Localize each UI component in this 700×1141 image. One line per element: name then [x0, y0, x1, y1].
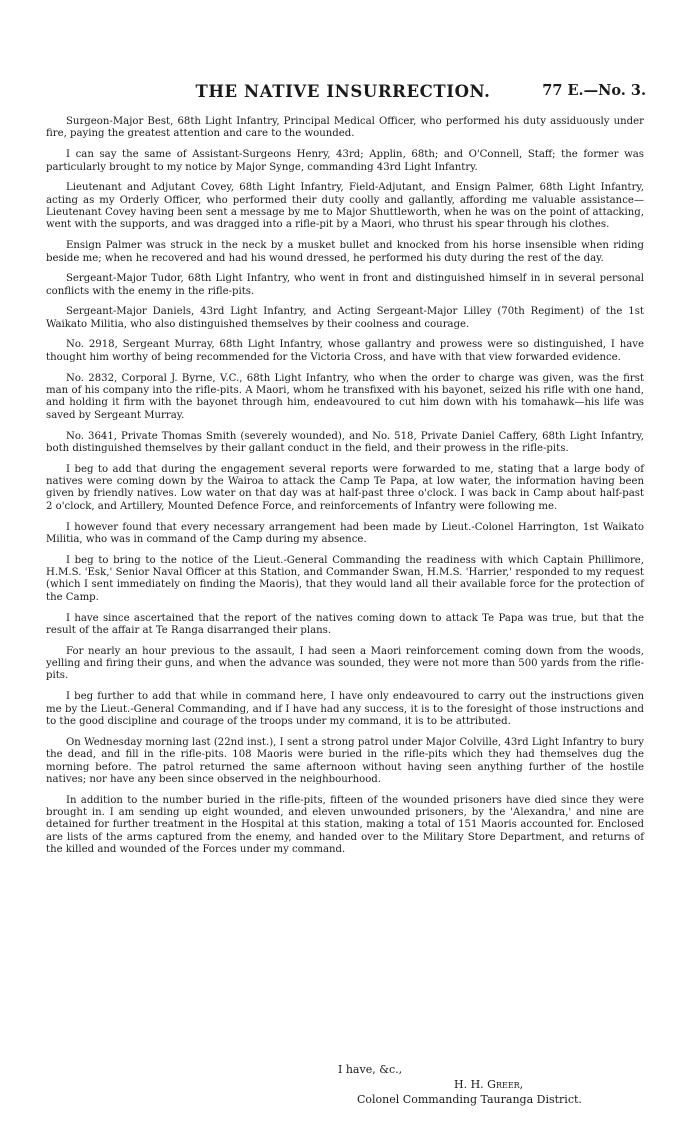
paragraph: For nearly an hour previous to the assault, I had seen a Maori reinforcement coming down from the woods, yelling and firing their guns, and when the advance was sounded, they were not more than 500 yards from the rifle-pits. — [46, 645, 644, 682]
paragraph: Surgeon-Major Best, 68th Light Infantry, Principal Medical Officer, who performed his duty assiduously under fire, paying the greatest attention and care to the wounded. — [46, 116, 644, 140]
paragraph: I can say the same of Assistant-Surgeons Henry, 43rd; Applin, 68th; and O'Connell, Staff; the former was particularly brought to my notice by Major Synge, commanding 43rd Light Infantry. — [46, 149, 644, 173]
paragraph: No. 2918, Sergeant Murray, 68th Light Infantry, whose gallantry and prowess were so distinguished, I have thought him worthy of being recommended for the Victoria Cross, and have with that view forwarded evidence. — [46, 339, 644, 363]
paragraph: Lieutenant and Adjutant Covey, 68th Light Infantry, Field-Adjutant, and Ensign Palmer, 68th Light Infantry, acting as my Orderly Officer, who performed their duty coolly and gallantly, affording me valuable assistance—Lieutenant Covey having been sent a message by me to Major Shuttleworth, when he was on the point of attacking, went with the supports, and was dragged into a rifle-pit by a Maori, who thrust his spear through his clothes. — [46, 182, 644, 231]
paragraph: Sergeant-Major Tudor, 68th Light Infantry, who went in front and distinguished himself in in several personal conflicts with the enemy in the rifle-pits. — [46, 273, 644, 297]
paragraph: On Wednesday morning last (22nd inst.), I sent a strong patrol under Major Colville, 43rd Light Infantry to bury the dead, and fill in the rifle-pits. 108 Maoris were buried in the rifle-pits which they had themselves dug the morning before. The patrol returned the same afternoon without having seen anything further of the hostile natives; nor have any been since observed in the neighbourhood. — [46, 736, 644, 785]
paragraph: Ensign Palmer was struck in the neck by a musket bullet and knocked from his horse insensible when riding beside me; when he recovered and had his wound dressed, he performed his duty during the rest of the day. — [46, 240, 644, 264]
paragraph: No. 2832, Corporal J. Byrne, V.C., 68th Light Infantry, who when the order to charge was given, was the first man of his company into the rifle-pits. A Maori, whom he transfixed with his bayonet, seized his rifle with one hand, and holding it firm with the bayonet through him, endeavoured to cut him down with his tomahawk—his life was saved by Sergeant Murray. — [46, 372, 644, 421]
paragraph: I have since ascertained that the report of the natives coming down to attack Te Papa was true, but that the result of the affair at Te Ranga disarranged their plans. — [46, 612, 644, 636]
paragraph: Sergeant-Major Daniels, 43rd Light Infantry, and Acting Sergeant-Major Lilley (70th Regiment) of the 1st Waikato Militia, who also distinguished themselves by their coolness and courage. — [46, 306, 644, 330]
page-title: THE NATIVE INSURRECTION. — [195, 82, 491, 101]
page-header — [46, 82, 646, 106]
paragraph: I beg further to add that while in command here, I have only endeavoured to carry out the instructions given me by the Lieut.-General Commanding, and if I have had any success, it is to the foresight of those instructions and to the good discipline and courage of the troops under my command, it is to be attributed. — [46, 691, 644, 727]
paragraph: I beg to bring to the notice of the Lieut.-General Commanding the readiness with which Captain Phillimore, H.M.S. 'Esk,' Senior Naval Officer at this Station, and Commander Swan, H.M.S. 'Harrier,' responded to my request (which I sent immediately on finding the Maoris), that they would land all their available force for the protection of the Camp. — [46, 554, 644, 603]
document-body — [46, 116, 644, 865]
page-reference: 77 E.—No. 3. — [542, 82, 646, 99]
signatory-name: H. H. Greer, — [454, 1078, 524, 1091]
signature-block — [0, 1063, 700, 1133]
paragraph: No. 3641, Private Thomas Smith (severely wounded), and No. 518, Private Daniel Caffery, 68th Light Infantry, both distinguished themselves by their gallant conduct in the field, and their prowess in the rifle-pits. — [46, 430, 644, 454]
signatory-title: Colonel Commanding Tauranga District. — [357, 1093, 582, 1106]
paragraph: I however found that every necessary arrangement had been made by Lieut.-Colonel Harrington, 1st Waikato Militia, who was in command of the Camp during my absence. — [46, 521, 644, 545]
paragraph: I beg to add that during the engagement several reports were forwarded to me, stating that a large body of natives were coming down by the Wairoa to attack the Camp Te Papa, at low water, the information having been given by friendly natives. Low water on that day was at half-past three o'clock. I was back in Camp about half-past 2 o'clock, and Artillery, Mounted Defence Force, and reinforcements of Infantry were following me. — [46, 463, 644, 512]
paragraph: In addition to the number buried in the rifle-pits, fifteen of the wounded prisoners have died since they were brought in. I am sending up eight wounded, and eleven unwounded prisoners, by the 'Alexandra,' and nine are detained for further treatment in the Hospital at this station, making a total of 151 Maoris accounted for. Enclosed are lists of the arms captured from the enemy, and handed over to the Military Store Department, and returns of the killed and wounded of the Forces under my command. — [46, 794, 644, 856]
closing-salutation: I have, &c., — [338, 1063, 403, 1076]
